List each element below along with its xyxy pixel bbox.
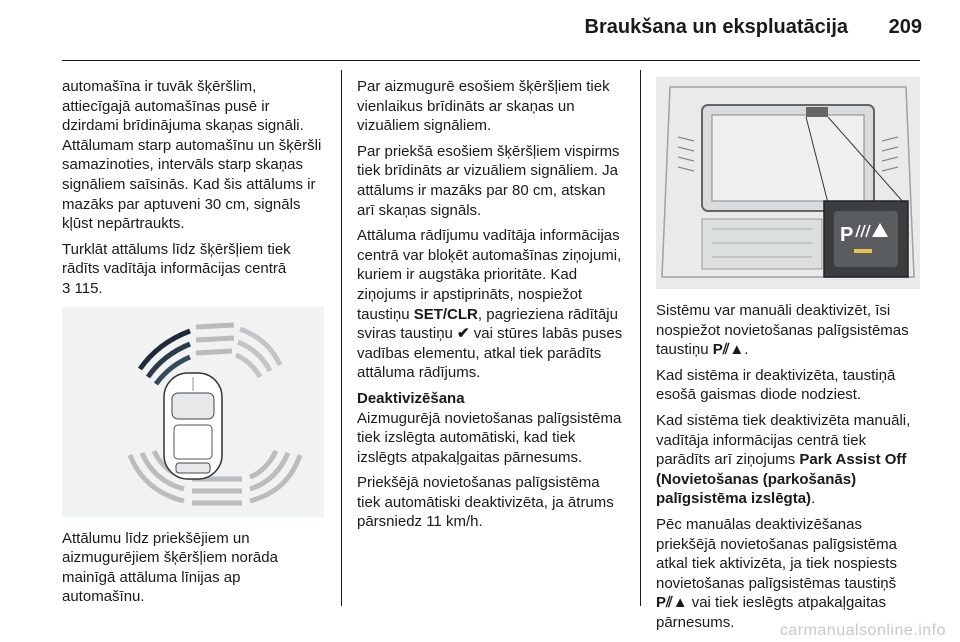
page-reference-arrow-icon: 3 <box>62 279 71 297</box>
col3-paragraph-4-text: Pēc manuālas deaktivizēšanas priekšējā novietošanas palīgsistēma atkal tiek aktivizēta, ja tiek nospiests novietošanas palīgsistēmas taustiņš <box>656 515 897 592</box>
col2-paragraph-2: Par priekšā esošiem šķēršļiem vispirms tiek brīdināts ar vizuāliem signāliem. Ja attālums ir mazāks par 80 cm, atskan arī skaņas signāls. <box>357 142 620 219</box>
column-2 <box>357 77 625 538</box>
svg-text:P: P <box>840 224 854 246</box>
col2-paragraph-4: Aizmugurējā novietošanas palīgsistēma tiek izslēgta automātiski, kad tiek izslēgts atpakaļgaitas pārnesums. <box>357 409 622 466</box>
col1-paragraph-1: automašīna ir tuvāk šķēršlim, attiecīgajā automašīnas pusē ir dzirdami brīdinājuma skaņas signāli. Attālumam starp automašīnu un šķēršli samazinoties, intervāls starp skaņas signāliem saīsinās. Kad šis attālums ir mazāks par aptuveni 30 cm, signāls kļūst nepārtraukts. <box>62 78 322 233</box>
col3-paragraph-1-end: . <box>744 341 749 359</box>
watermark: carmanualsonline.info <box>779 622 946 639</box>
col1-paragraph-2 <box>62 240 324 299</box>
col3-paragraph-3-end: . <box>811 490 816 508</box>
set-clr-key-label: SET/CLR <box>413 305 478 323</box>
col3-paragraph-3-text: Kad sistēma tiek deaktivizēta manuāli, vadītāja informācijas centrā tiek parādīts arī ziņojums <box>656 411 911 469</box>
col2-paragraph-3-text-b: , pagrieziena rādītāju sviras taustiņu <box>357 305 618 343</box>
col2-paragraph-5: Priekšējā novietošanas palīgsistēma tiek automātiski deaktivizēta, ja ātrums pārsniedz 11 km/h. <box>357 474 614 531</box>
col1-paragraph-3: Attālumu līdz priekšējiem un aizmugurējiem šķēršļiem norāda mainīgā attāluma līnijas ap automašīnu. <box>62 529 278 606</box>
col3-paragraph-2: Kad sistēma ir deaktivizēta, taustiņā esošā gaismas diode nodziest. <box>656 366 896 404</box>
section-heading-deactivation: Deaktivizēšana <box>357 389 465 407</box>
dashboard-park-assist-button-illustration <box>656 77 920 289</box>
park-assist-button-icon: P⫽▲ <box>712 341 745 359</box>
front-center-arc-2 <box>196 338 234 340</box>
col1-paragraph-2-text: Turklāt attālums līdz šķēršļiem tiek rādīts vadītāja informācijas centrā <box>62 240 291 278</box>
col3-paragraph-4 <box>656 515 922 633</box>
col2-paragraph-3 <box>357 226 625 383</box>
column-divider-1 <box>341 70 342 606</box>
page-reference-link[interactable]: 115. <box>70 279 103 297</box>
front-center-arc-1 <box>196 325 234 327</box>
small-park-assist-button <box>806 107 828 117</box>
col2-paragraph-1: Par aizmugurē esošiem šķēršļiem tiek vienlaikus brīdināts ar skaņas un vizuāliem signāliem. <box>357 78 610 135</box>
column-3 <box>656 77 922 639</box>
col2-paragraph-3-text-a: Attāluma rādījumu vadītāja informācijas centrā var bloķēt automašīnas ziņojumi, kuriem ir augstāka prioritāte. Kad ziņojums ir apstiprināts, nospiežot taustiņu <box>357 227 622 323</box>
header-divider <box>62 60 920 61</box>
col3-paragraph-4-end: vai tiek ieslēgts atpakaļgaitas pārnesums. <box>656 594 886 631</box>
checkmark-icon: ✔ <box>457 325 470 343</box>
car-top-view <box>164 373 222 479</box>
park-assist-off-message: Park Assist Off (Novietošanas (parkošanās) palīgsistēma izslēgta) <box>656 451 907 508</box>
col3-paragraph-1 <box>656 301 922 360</box>
page-number: 209 <box>888 16 922 38</box>
parking-sensor-car-illustration <box>62 307 324 517</box>
page-header-title: Braukšana un ekspluatācija <box>584 16 848 38</box>
column-1 <box>62 77 324 613</box>
col3-paragraph-1-text: Sistēmu var manuāli deaktivizēt, īsi nospiežot novietošanas palīgsistēmas taustiņu <box>656 302 909 359</box>
front-center-arc-3 <box>196 351 232 353</box>
col2-paragraph-3-text-c: vai stūres labās puses vadības elementu, atkal tiek parādīts attāluma rādījums. <box>357 325 623 382</box>
col3-paragraph-3 <box>656 411 922 509</box>
park-assist-button-icon-2: P⫽▲ <box>656 594 688 612</box>
column-divider-2 <box>640 70 641 606</box>
